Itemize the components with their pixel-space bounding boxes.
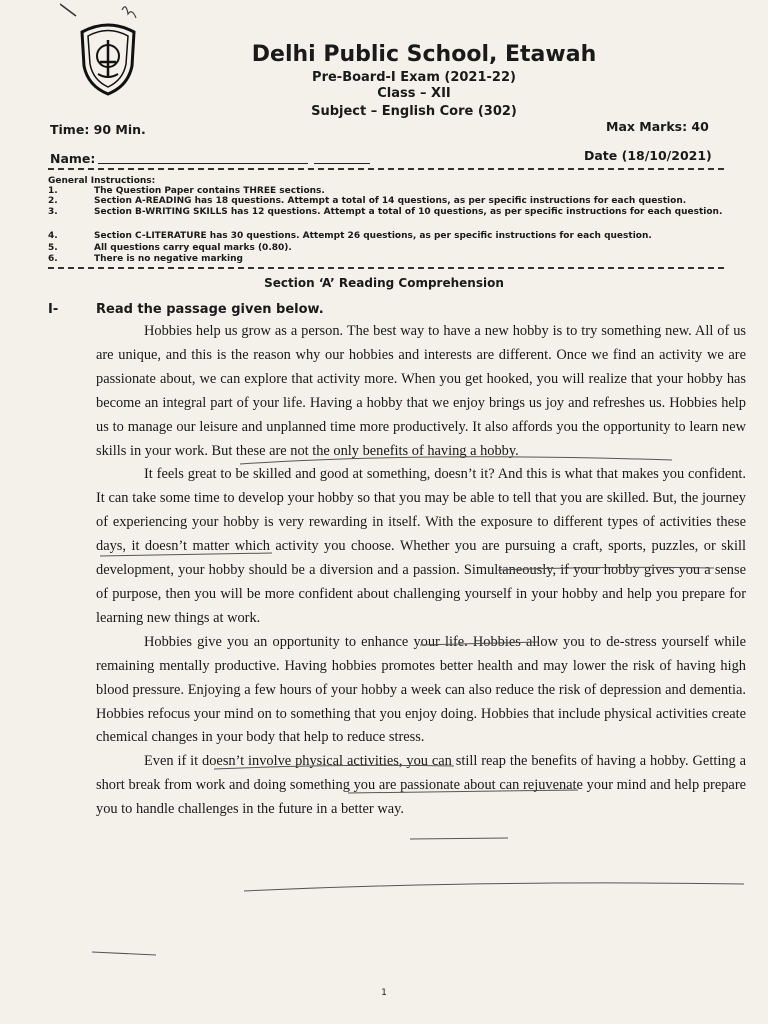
instruction-item	[48, 231, 738, 241]
passage-paragraph: Hobbies help us grow as a person. The best way to have a new hobby is to try something new. All of us are unique, and this is the reason why our hobbies and interests are different. Once we find an activity we are passionate about, we can explore that activity more. When you get hooked, you will realize that your hobby has become an integral part of your life. Having a hobby that we enjoy brings us joy and refreshes us. Hobbies help us to manage our leisure and unplanned time more productively. It also affords you the opportunity to learn new skills in your work. But these are not the only benefits of having a hobby.	[96, 323, 746, 459]
instruction-number: 6.	[48, 254, 58, 264]
divider-bottom	[48, 267, 724, 269]
name-label: Name:	[50, 151, 96, 166]
school-name: Delhi Public School, Etawah	[251, 42, 597, 67]
question-number: I-	[48, 302, 59, 317]
instruction-item	[48, 243, 738, 253]
instruction-text: Section B-WRITING SKILLS has 12 questions. Attempt a total of 10 questions, as per specific instructions for each question.	[94, 207, 723, 217]
name-blank-line	[98, 163, 308, 164]
date-label: Date (18/10/2021)	[584, 148, 712, 163]
instruction-text: Section A-READING has 18 questions. Attempt a total of 14 questions, as per specific instructions for each question.	[94, 196, 687, 206]
instruction-number: 4.	[48, 231, 58, 241]
time-label: Time: 90 Min.	[50, 122, 146, 137]
passage-paragraph: Even if it doesn’t involve physical activities, you can still reap the benefits of having a hobby. Getting a short break from work and doing something you are passionate about can rejuvenate your mind and help prepare you to handle challenges in the future in a better way.	[96, 753, 746, 818]
name-blank-line-2	[314, 163, 370, 164]
section-title: Section ‘A’ Reading Comprehension	[264, 276, 504, 290]
instruction-item	[48, 254, 738, 264]
instruction-item	[48, 207, 738, 217]
instruction-text: Section C-LITERATURE has 30 questions. Attempt 26 questions, as per specific instructions for each question.	[94, 231, 652, 241]
exam-title: Pre-Board-I Exam (2021-22)	[312, 70, 516, 85]
max-marks-label: Max Marks: 40	[606, 119, 709, 134]
reading-passage	[96, 320, 746, 822]
class-label: Class – XII	[377, 86, 451, 101]
passage-paragraph: It feels great to be skilled and good at something, doesn’t it? And this is what that makes you confident. It can take some time to develop your hobby so that you may be able to tell that you are skilled. But, the journey of experiencing your hobby is very rewarding in itself. With the exposure to different types of activities these days, it doesn’t matter which activity you choose. Whether you are pursuing a craft, sports, puzzles, or skill development, your hobby should be a diversion and a passion. Simultaneously, if your hobby gives you a sense of purpose, then you will be more confident about challenging yourself in your hobby and help you prepare for learning new things at work.	[96, 466, 746, 626]
instruction-text: The Question Paper contains THREE sections.	[94, 186, 325, 196]
instruction-text: All questions carry equal marks (0.80).	[94, 243, 292, 253]
passage-paragraph: Hobbies give you an opportunity to enhance your life. Hobbies allow you to de-stress yourself while remaining mentally productive. Having hobbies promotes better health and may lower the risk of having high blood pressure. Enjoying a few hours of your hobby a week can also reduce the risk of depression and dementia. Hobbies refocus your mind on to something that you enjoy doing. Hobbies that include physical activities create chemical changes in your body that help to reduce stress.	[96, 633, 746, 746]
instruction-item	[48, 196, 738, 206]
instruction-text: There is no negative marking	[94, 254, 243, 264]
instruction-number: 5.	[48, 243, 58, 253]
instruction-number: 1.	[48, 186, 58, 196]
page-number: 1	[381, 988, 387, 998]
question-text: Read the passage given below.	[96, 302, 324, 317]
subject-label: Subject – English Core (302)	[311, 104, 517, 119]
divider-top	[48, 168, 724, 170]
instructions-title: General Instructions:	[48, 176, 156, 186]
instruction-number: 3.	[48, 207, 58, 217]
instruction-number: 2.	[48, 196, 58, 206]
instruction-item	[48, 186, 738, 196]
